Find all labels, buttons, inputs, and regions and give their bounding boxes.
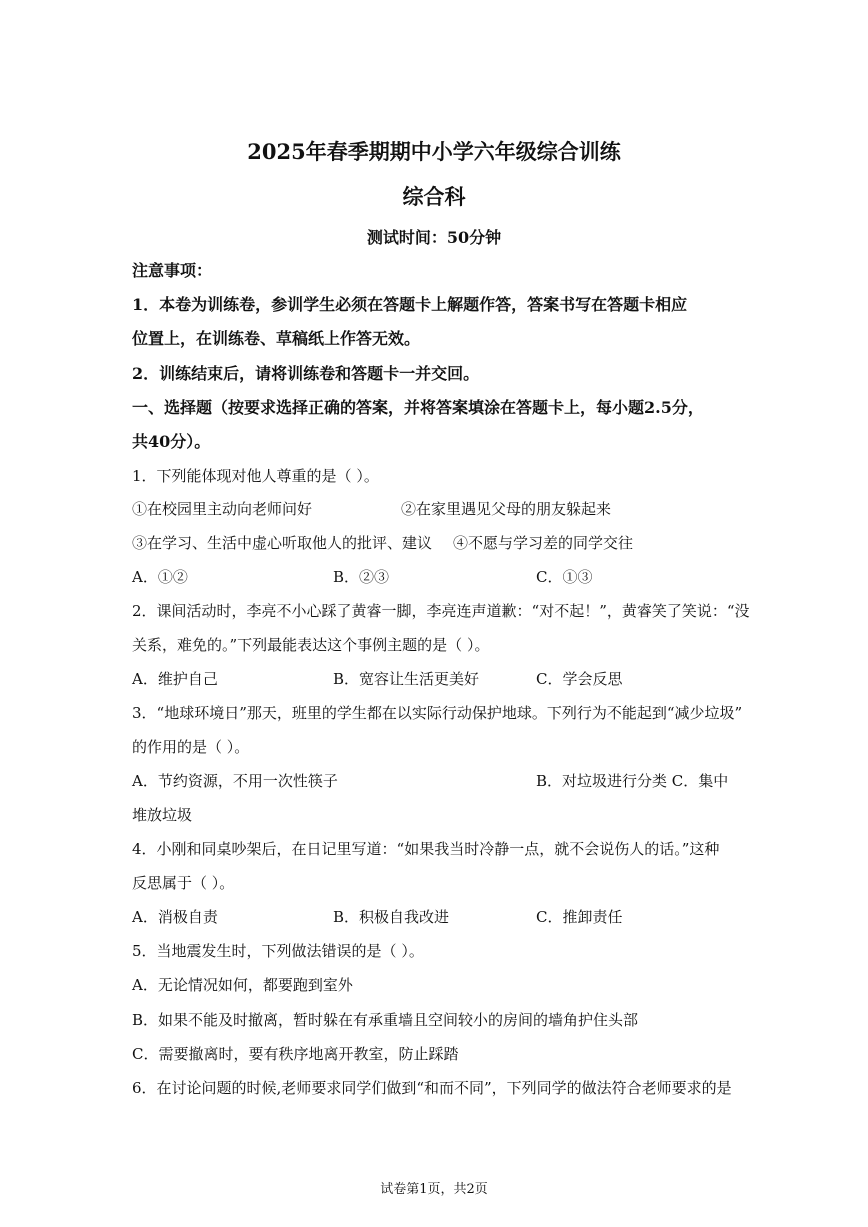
q3-stem-line-1: 3．“地球环境日”那天，班里的学生都在以实际行动保护地球。下列行为不能起到“减少垃圾” bbox=[132, 704, 743, 722]
q1-option-a: A．①② bbox=[132, 568, 188, 586]
q4-option-a: A．消极自责 bbox=[132, 908, 218, 926]
q2-option-a: A．维护自己 bbox=[132, 670, 218, 688]
q5-option-a: A．无论情况如何，都要跑到室外 bbox=[132, 976, 353, 994]
q3-option-b-c: B．对垃圾进行分类 C．集中 bbox=[536, 772, 729, 790]
q4-stem-line-1: 4．小刚和同桌吵架后，在日记里写道：“如果我当时冷静一点，就不会说伤人的话。”这种 bbox=[132, 840, 720, 858]
section-heading-line-1: 一、选择题（按要求选择正确的答案，并将答案填涂在答题卡上，每小题2.5分， bbox=[132, 398, 704, 417]
q5-stem: 5．当地震发生时，下列做法错误的是（ ）。 bbox=[132, 942, 424, 960]
q2-stem-line-2: 关系，难免的。”下列最能表达这个事例主题的是（ ）。 bbox=[132, 636, 490, 654]
q4-stem-line-2: 反思属于（ ）。 bbox=[132, 874, 235, 892]
q1-statement-3: ③在学习、生活中虚心听取他人的批评、建议 bbox=[132, 534, 433, 552]
q1-statement-4: ④不愿与学习差的同学交往 bbox=[453, 534, 634, 552]
q1-statement-1: ①在校园里主动向老师问好 bbox=[132, 500, 313, 518]
time-info: 测试时间：50分钟 bbox=[366, 228, 502, 247]
q1-option-c: C．①③ bbox=[536, 568, 593, 586]
section-heading-line-2: 共40分）。 bbox=[132, 432, 211, 451]
page-footer: 试卷第1页，共2页 bbox=[380, 1182, 488, 1197]
notice-item-1-line-1: 1．本卷为训练卷，参训学生必须在答题卡上解题作答，答案书写在答题卡相应 bbox=[132, 295, 688, 314]
q1-statement-2: ②在家里遇见父母的朋友躲起来 bbox=[401, 500, 612, 518]
notice-item-1-line-2: 位置上，在训练卷、草稿纸上作答无效。 bbox=[132, 329, 421, 348]
q3-option-c-continued: 堆放垃圾 bbox=[132, 806, 193, 824]
q2-option-b: B．宽容让生活更美好 bbox=[333, 670, 480, 688]
q1-stem: 1．下列能体现对他人尊重的是（ ）。 bbox=[132, 467, 379, 485]
q5-option-c: C．需要撤离时，要有秩序地离开教室，防止踩踏 bbox=[132, 1045, 459, 1063]
notice-item-2: 2．训练结束后，请将训练卷和答题卡一并交回。 bbox=[132, 364, 480, 383]
q4-option-c: C．推卸责任 bbox=[536, 908, 623, 926]
q5-option-b: B．如果不能及时撤离，暂时躲在有承重墙且空间较小的房间的墙角护住头部 bbox=[132, 1011, 639, 1029]
q3-option-a: A．节约资源，不用一次性筷子 bbox=[132, 772, 338, 790]
q3-stem-line-2: 的作用的是（ ）。 bbox=[132, 738, 250, 756]
q6-stem-line-1: 6．在讨论问题的时候,老师要求同学们做到“和而不同”，下列同学的做法符合老师要求的是 bbox=[132, 1079, 732, 1097]
exam-title: 2025年春季期期中小学六年级综合训练 bbox=[247, 139, 621, 164]
q4-option-b: B．积极自我改进 bbox=[333, 908, 450, 926]
subject-title: 综合科 bbox=[402, 184, 466, 209]
q2-stem-line-1: 2．课间活动时，李亮不小心踩了黄睿一脚，李亮连声道歉：“对不起！”，黄睿笑了笑说：“没 bbox=[132, 602, 750, 620]
q1-option-b: B．②③ bbox=[333, 568, 390, 586]
notice-heading: 注意事项： bbox=[132, 261, 213, 280]
q2-option-c: C．学会反思 bbox=[536, 670, 623, 688]
